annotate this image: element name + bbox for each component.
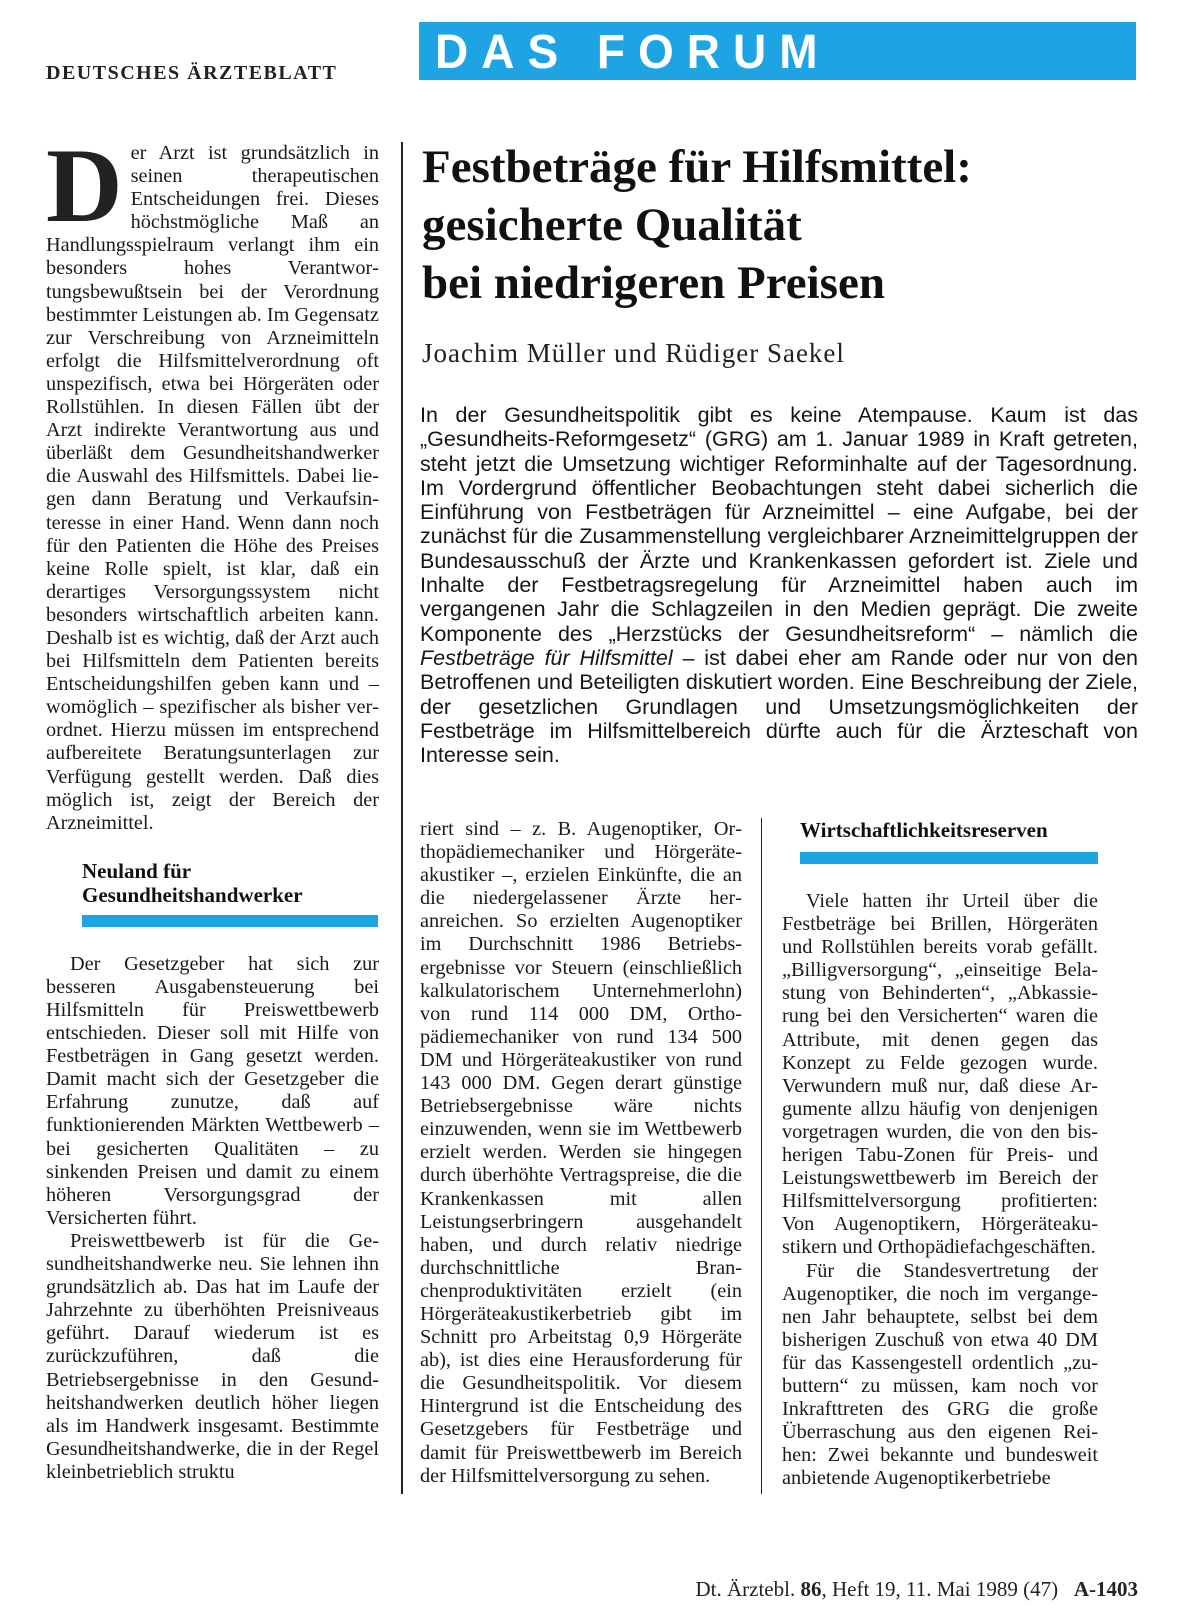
intro-text: er Arzt ist grundsätzlich in seinen therapeutischen Entscheidungen frei. Dieses höchstmögliche Maß an Handlungsspielraum verlangt ihm ein besonders hohes Verantwortungsbewußtsein bei der Verordnung bestimmter Leistungen ab. Im Gegensatz zur Verschreibung von Arzneimitteln erfolgt die Hilfsmittelverordnung oft unspezifisch, etwa bei Hörgeräten oder Rollstühlen. In diesen Fällen übt der Arzt indirekte Verantwortung aus und überläßt dem Gesundheitshandwerker die Auswahl des Hilfsmittels. Dabei liegen dann Beratung und Verkaufsinteresse in einer Hand. Wenn dann noch für den Patienten die Höhe des Preises keine Rolle spielt, ist klar, daß ein derartiges Versorgungssystem nicht besonders wirtschaftlich arbeiten kann. Deshalb ist es wichtig, daß der Arzt auch bei Hilfsmitteln dem Patienten bereits Entscheidungshilfen geben kann und – womöglich – spezifischer als bisher verordnet. Hierzu müssen im entsprechend aufbereitete Beratungsunterlagen zur Verfügung gestellt werden. Daß dies möglich ist, zeigt der Bereich der Arzneimittel. bbox=[46, 142, 379, 834]
column-1 bbox=[46, 127, 379, 1484]
heading-bar bbox=[82, 915, 378, 927]
body-paragraph: riert sind – z. B. Augenoptiker, Orthopädiemechaniker und Hörgeräteakustiker –, erzielen Einkünfte, die an die niedergelassener Ärzte heranreichen. So erzielten Augenoptiker im Durchschnitt 1986 Betriebsergebnisse vor Steuern (einschließlich kalkulatorischem Unternehmerlohn) von rund 114 000 DM, Orthopädiemechaniker von rund 134 500 DM und Hörgeräteakustiker von rund 143 000 DM. Gegen derart günstige Betriebsergebnisse wäre nichts einzuwenden, wenn sie im Wettbewerb erzielt werden. Werden sie hingegen durch überhöhte Vertragspreise, die die Krankenkassen mit allen Leistungserbringern ausgehandelt haben, und durch relativ niedrige durchschnittliche Branchenproduktivitäten erzielt (ein Hörgeräteakustikerbetrieb gibt im Schnitt pro Arbeitstag 0,9 Hörgeräte ab), ist dies eine Herausforderung für die Gesundheitspolitik. Vor diesem Hintergrund ist die Entscheidung des Gesetzgebers für Festbeträge und damit für Preiswettbewerb im Bereich der Hilfsmittelversorgung zu sehen. bbox=[420, 818, 742, 1487]
lead-italic-text: Festbeträge für Hilfsmittel bbox=[420, 645, 673, 670]
title-line: gesicherte Qualität bbox=[422, 199, 802, 251]
intro-paragraph bbox=[46, 127, 379, 835]
heading-bar bbox=[800, 852, 1098, 864]
lead-text: In der Gesundheitspolitik gibt es keine Atempause. Kaum ist das „Gesundheits-Reformgesetz“ (GRG) am 1. Januar 1989 in Kraft getreten, steht jetzt die Umsetzung wichtiger Reforminhalte auf der Tagesordnung. Im Vordergrund öffentlicher Beobachtungen steht dabei sicherlich die Einführung von Festbeträgen für Arzneimittel – eine Aufgabe, bei der zunächst für die Zusammenstellung vergleichbarer Arzneimittelgruppen der Bundesausschuß der Ärzte und Krankenkassen gefordert ist. Ziele und Inhalte der Festbetragsregelung für Arzneimittel haben auch im vergangenen Jahr die Schlagzeilen in den Medien geprägt. Die zweite Komponente des „Herzstücks der Gesundheitsreform“ – nämlich die bbox=[420, 403, 1138, 646]
heading-line: Gesundheitshandwerker bbox=[82, 882, 303, 907]
citation-volume: 86 bbox=[800, 1577, 822, 1601]
section-title: DAS FORUM bbox=[435, 23, 831, 79]
body-paragraph: Viele hatten ihr Urteil über die Festbeträge bei Brillen, Hörgeräten und Rollstühlen bereits vorab gefällt. „Billigversorgung“, „einseitige Belastung von Behinderten“, „Abkassierung bei den Versicherten“ waren die Attribute, mit denen gegen das Konzept zu Felde gezogen wurde. Verwundern muß nur, daß diese Argumente allzu häufig von denjenigen vorgetragen wurden, die von den bisherigen Tabu-Zonen für Preis- und Leistungswettbewerb im Bereich der Hilfsmittelversorgung profitierten: Von Augenoptikern, Hörgeräteakustikern und Orthopädiefachgeschäften. bbox=[782, 890, 1098, 1259]
title-line: Festbeträge für Hilfsmittel: bbox=[422, 141, 972, 193]
body-paragraph: Der Gesetzgeber hat sich zur besseren Ausgabensteuerung bei Hilfsmitteln für Preiswettbewerb entschieden. Dieser soll mit Hilfe von Festbeträgen in Gang gesetzt werden. Damit macht sich der Gesetzgeber die Erfahrung zunutze, daß auf funktionierenden Märkten Wettbewerb – bei gesicherten Qualitäten – zu sinkenden Preisen und damit zu einem höheren Versorgungsgrad der Versicherten führt. bbox=[46, 952, 379, 1229]
lead-paragraph bbox=[420, 403, 1138, 767]
heading-line: Neuland für bbox=[82, 858, 192, 883]
column-2 bbox=[420, 818, 742, 1488]
column-divider bbox=[401, 142, 403, 1494]
drop-cap: D bbox=[46, 127, 123, 244]
page-footer bbox=[695, 1577, 1138, 1602]
section-heading: Wirtschaftlichkeitsreserven bbox=[800, 818, 1048, 842]
section-banner bbox=[419, 22, 1136, 80]
citation-prefix: Dt. Ärztebl. bbox=[695, 1577, 801, 1601]
article-authors: Joachim Müller und Rüdiger Saekel bbox=[422, 338, 845, 368]
body-paragraph: Preiswettbewerb ist für die Gesundheitshandwerke neu. Sie lehnen ihn grundsätzlich ab. Das hat im Laufe der Jahrzehnte zu überhöhten Preisniveaus geführt. Darauf wiederum ist es zurückzuführen, daß die Betriebsergebnisse in den Gesundheitshandwerken deutlich höher liegen als im Handwerk insgesamt. Bestimmte Gesundheitshandwerke, die in der Regel kleinbetrieblich struktu bbox=[46, 1229, 379, 1483]
article-title bbox=[422, 138, 1142, 312]
citation-rest: , Heft 19, 11. Mai 1989 (47) bbox=[821, 1577, 1059, 1601]
column-3 bbox=[782, 818, 1098, 1490]
journal-name: DEUTSCHES ÄRZTEBLATT bbox=[46, 62, 338, 84]
section-heading bbox=[46, 859, 379, 907]
page-number: A-1403 bbox=[1073, 1577, 1138, 1601]
title-line: bei niedrigeren Preisen bbox=[422, 257, 885, 309]
body-paragraph: Für die Standesvertretung der Augenoptiker, die noch im vergangenen Jahr behauptete, selbst bei dem bisherigen Zuschuß von etwa 40 DM für das Kassengestell ordentlich „zubuttern“ zu müssen, kam noch vor Inkrafttreten des GRG die große Überraschung aus den eigenen Reihen: Zwei bekannte und bundesweit anbietende Augenoptikerbetriebe bbox=[782, 1259, 1098, 1490]
lead-text: – ist dabei eher am Rande oder nur von den Betroffenen und Beteiligten diskutiert worden. Eine Beschreibung der Ziele, der gesetzlichen Grundlagen und Umsetzungsmöglichkeiten der Festbeträge im Hilfsmittelbereich dürfte auch für die Ärzteschaft von Interesse sein. bbox=[420, 645, 1138, 768]
column-divider bbox=[761, 818, 762, 1494]
